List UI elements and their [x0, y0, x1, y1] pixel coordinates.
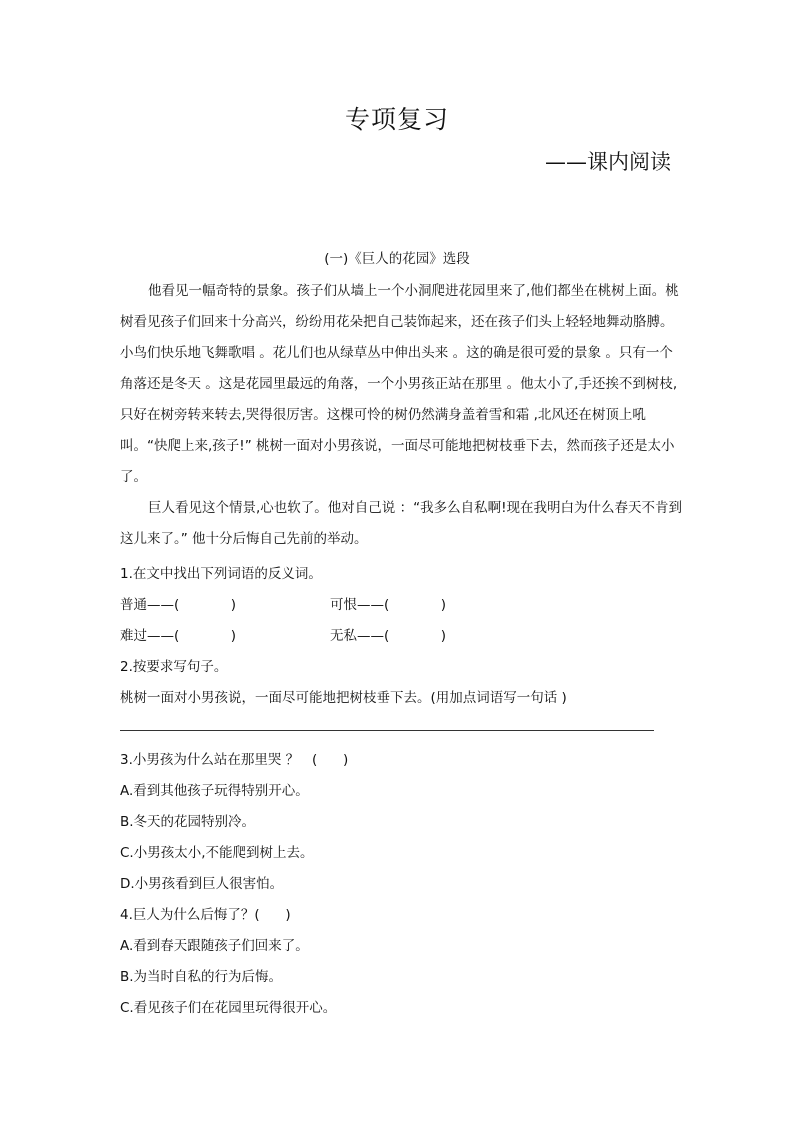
- q3-option-c: C.小男孩太小,不能爬到树上去。: [120, 845, 314, 861]
- reading-passage: [120, 276, 682, 555]
- q1-item-kehen: 可恨——( ): [330, 597, 447, 613]
- question-3-prompt: 3.小男孩为什么站在那里哭 ？ ( ): [120, 752, 349, 768]
- q1-item-nanguo: 难过——( ): [120, 628, 237, 644]
- page-subtitle: ——课内阅读: [545, 150, 671, 174]
- question-1-prompt: 1.在文中找出下列词语的反义词。: [120, 566, 322, 582]
- q4-option-b: B.为当时自私的行为后悔。: [120, 969, 283, 985]
- q1-item-wusi: 无私——( ): [330, 628, 447, 644]
- q3-option-a: A.看到其他孩子玩得特别开心。: [120, 783, 309, 799]
- passage-paragraph-1: 他看见一幅奇特的景象。孩子们从墙上一个小洞爬进花园里来了,他们都坐在桃树上面。桃树看见孩子们回来十分高兴，纷纷用花朵把自己装饰起来，还在孩子们头上轻轻地舞动胳膊。小鸟们快乐地飞舞歌唱 。花儿们也从绿草丛中伸出头来 。这的确是很可爱的景象 。只有一个角落还是冬天 。这是花园里最远的角落，一个小男孩正站在那里 。他太小了,手还挨不到树枝,只好在树旁转来转去,哭得很厉害。这棵可怜的树仍然满身盖着雪和霜 ,北风还在树顶上吼叫。“快爬上来,孩子!” 桃树一面对小男孩说，一面尽可能地把树枝垂下去，然而孩子还是太小了。: [120, 283, 679, 485]
- page-title: 专项复习: [344, 105, 449, 134]
- q3-option-d: D.小男孩看到巨人很害怕。: [120, 876, 284, 892]
- answer-line: [120, 730, 654, 731]
- passage-paragraph-2: 巨人看见这个情景,心也软了。他对自己说 ：“我多么自私啊!现在我明白为什么春天不肯到这儿来了。” 他十分后悔自己先前的举动。: [120, 500, 682, 547]
- section-title: (一)《巨人的花园》选段: [324, 251, 470, 267]
- q3-option-b: B.冬天的花园特别冷。: [120, 814, 256, 830]
- question-4-prompt: 4.巨人为什么后悔了？( ): [120, 907, 291, 923]
- q4-option-a: A.看到春天跟随孩子们回来了。: [120, 938, 309, 954]
- q4-option-c: C.看见孩子们在花园里玩得很开心。: [120, 1000, 337, 1016]
- q1-item-putong: 普通——( ): [120, 597, 237, 613]
- question-2-prompt: 2.按要求写句子。: [120, 659, 228, 675]
- question-2-sentence: 桃树一面对小男孩说，一面尽可能地把树枝垂下去。(用加点词语写一句话 ): [120, 690, 567, 706]
